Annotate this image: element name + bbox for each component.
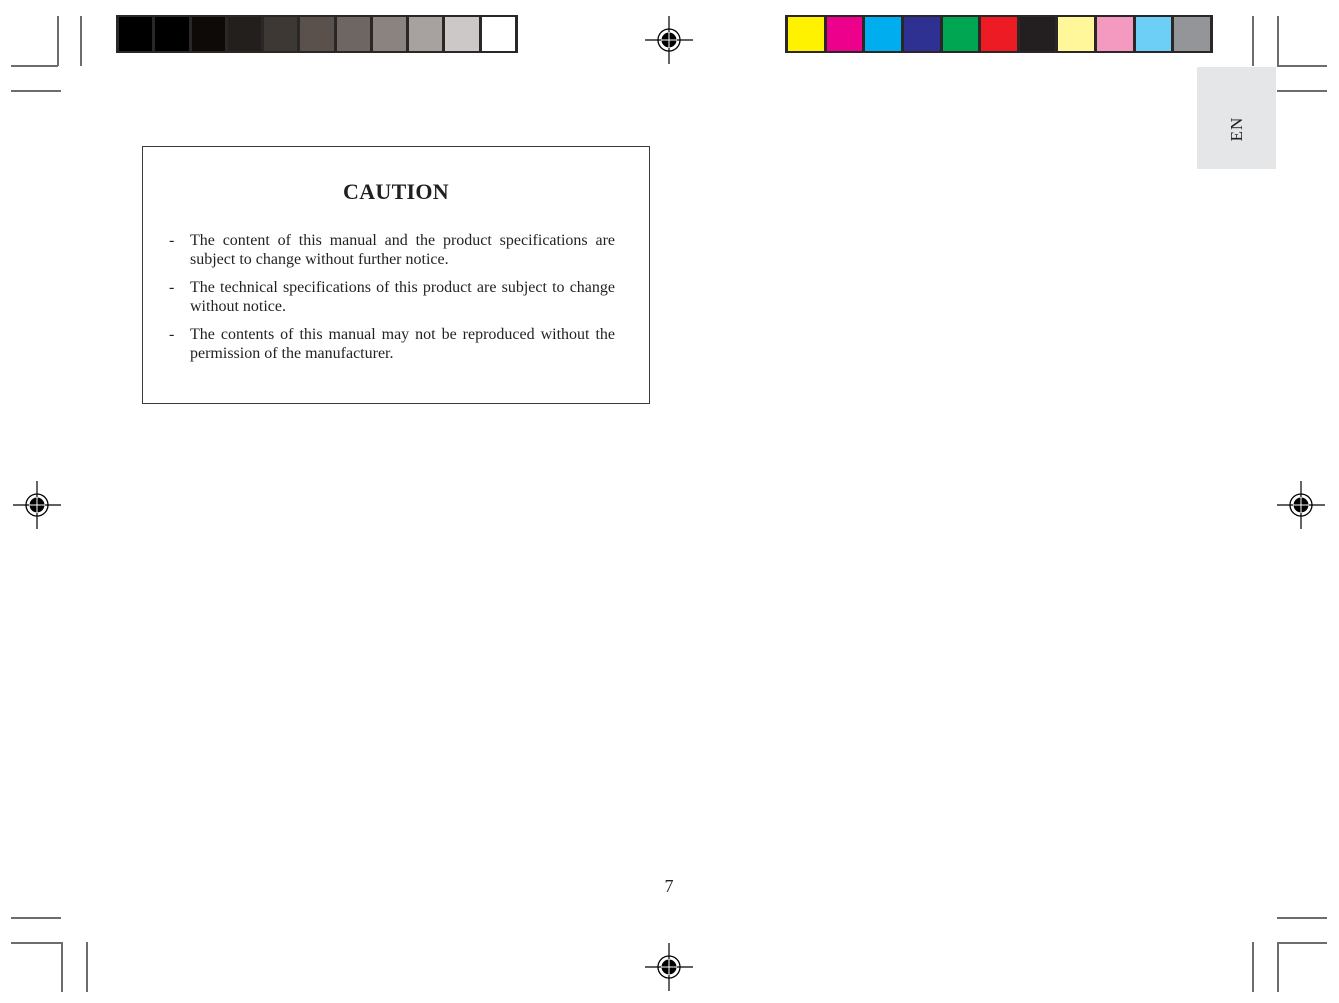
registration-mark-bottom-icon [643, 941, 695, 993]
color-calibration-bar [785, 15, 1213, 53]
caution-item [169, 278, 615, 316]
grayscale-swatch-6 [300, 17, 333, 51]
color-swatch-6 [981, 17, 1017, 51]
crop-mark-top-left-h2 [11, 90, 61, 92]
grayscale-swatch-9 [409, 17, 442, 51]
registration-mark-left-icon [11, 479, 63, 531]
page-number: 7 [664, 876, 674, 896]
grayscale-swatch-4 [228, 17, 261, 51]
color-swatch-5 [943, 17, 979, 51]
grayscale-swatch-3 [192, 17, 225, 51]
color-swatch-1 [788, 17, 824, 51]
color-swatch-2 [827, 17, 863, 51]
color-swatch-7 [1020, 17, 1056, 51]
caution-item [169, 231, 615, 269]
grayscale-swatch-10 [445, 17, 478, 51]
registration-mark-top-icon [643, 14, 695, 66]
caution-box [142, 146, 650, 404]
caution-list [169, 231, 615, 372]
color-swatch-9 [1097, 17, 1133, 51]
grayscale-swatch-2 [155, 17, 188, 51]
crop-mark-bottom-right-h2 [1277, 942, 1327, 944]
caution-item-text: The content of this manual and the product specifications are subject to change without further notice. [190, 232, 615, 268]
language-tab-label: EN [1226, 116, 1246, 142]
crop-mark-bottom-left-h1 [11, 917, 61, 919]
crop-mark-top-left-h1 [11, 65, 58, 67]
color-swatch-10 [1136, 17, 1172, 51]
grayscale-swatch-1 [119, 17, 152, 51]
crop-mark-top-right-h2 [1277, 90, 1327, 92]
crop-mark-top-right-h1 [1277, 65, 1327, 67]
caution-title: CAUTION [343, 179, 449, 204]
registration-mark-right-icon [1275, 479, 1327, 531]
grayscale-swatch-7 [337, 17, 370, 51]
crop-mark-bottom-right-outer [1252, 942, 1254, 992]
grayscale-swatch-11 [482, 17, 515, 51]
caution-item-text: The contents of this manual may not be reproduced without the permission of the manufacturer. [190, 326, 615, 362]
bullet-dash: - [169, 279, 175, 296]
grayscale-calibration-bar [116, 15, 518, 53]
crop-mark-top-left-inner [57, 16, 59, 66]
caution-item [169, 325, 615, 363]
crop-mark-bottom-right-inner [1277, 942, 1279, 992]
crop-mark-top-left-outer [80, 16, 82, 66]
crop-mark-top-right-inner [1277, 16, 1279, 66]
crop-mark-bottom-left-inner [61, 942, 63, 992]
crop-mark-bottom-left-h2 [11, 942, 63, 944]
crop-mark-bottom-right-h1 [1277, 917, 1327, 919]
bullet-dash: - [169, 326, 175, 343]
crop-mark-bottom-left-outer [86, 942, 88, 992]
color-swatch-11 [1174, 17, 1210, 51]
crop-mark-top-right-outer [1252, 16, 1254, 66]
color-swatch-4 [904, 17, 940, 51]
caution-item-text: The technical specifications of this product are subject to change without notice. [190, 279, 615, 315]
color-swatch-3 [865, 17, 901, 51]
bullet-dash: - [169, 232, 175, 249]
grayscale-swatch-8 [373, 17, 406, 51]
grayscale-swatch-5 [264, 17, 297, 51]
color-swatch-8 [1058, 17, 1094, 51]
language-tab [1197, 67, 1276, 169]
